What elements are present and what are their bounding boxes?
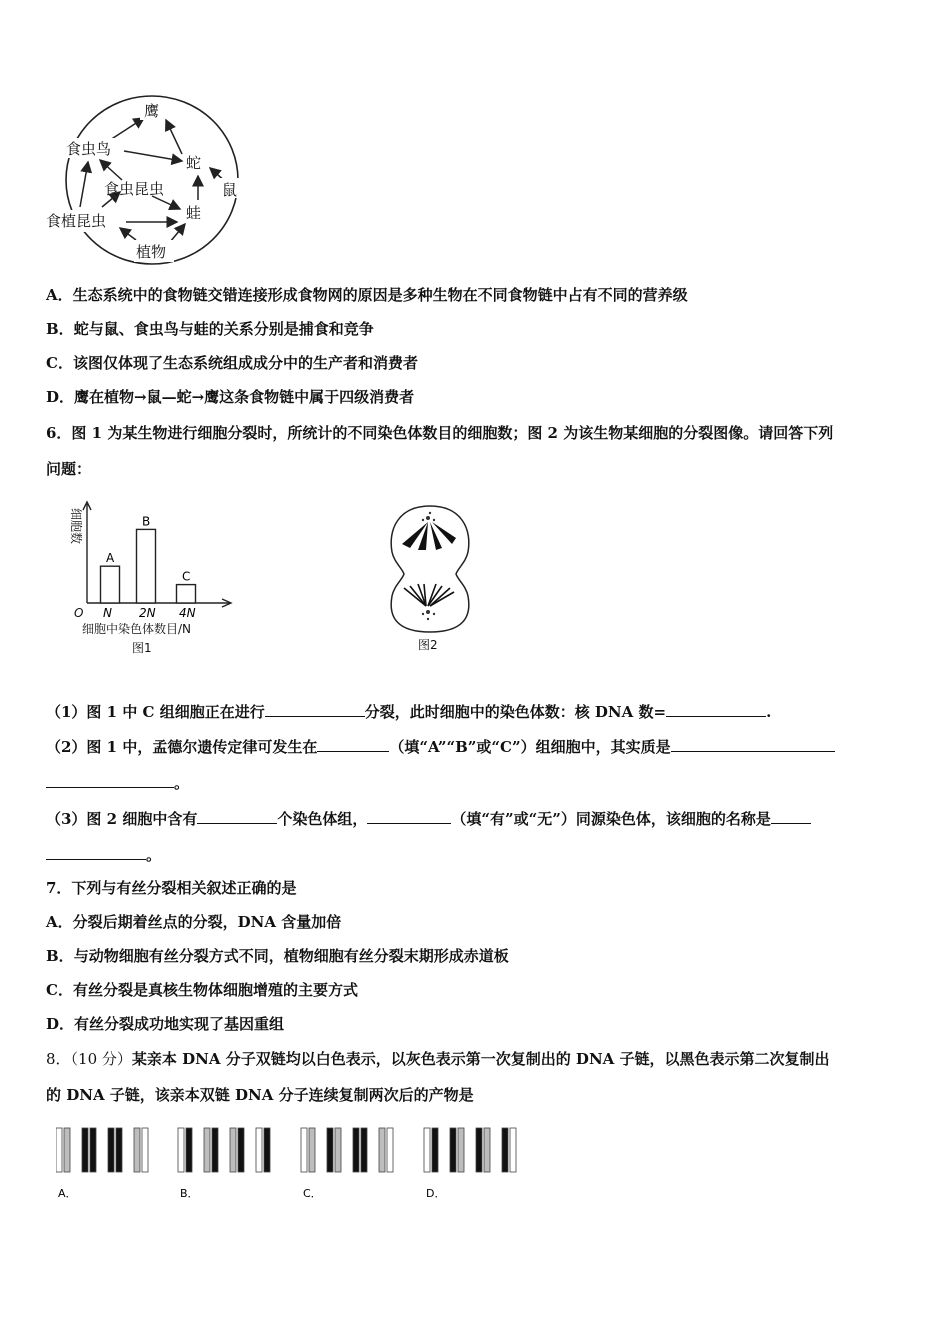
dna-strand: [90, 1128, 96, 1172]
q6-sub3-blank-1[interactable]: [197, 807, 277, 824]
option-text: 有丝分裂成功地实现了基因重组: [74, 1015, 285, 1033]
q8-option-label: A．: [58, 1187, 77, 1200]
q6-sub2-part-a: （2）图 1 中，孟德尔遗传定律可发生在: [46, 738, 318, 756]
node-plant: 植物: [136, 243, 167, 261]
q6-sub2-cont: [46, 771, 189, 794]
fig1-ylabel: 细胞数: [69, 508, 83, 545]
dna-strand: [309, 1128, 315, 1172]
node-frog: 蛙: [186, 204, 202, 222]
dna-strand: [108, 1128, 114, 1172]
x-tick-2N: 2N: [139, 606, 156, 620]
q6-sub2: [46, 735, 835, 758]
q6-sub2-blank-2[interactable]: [671, 735, 835, 752]
q6-sub1-blank-2[interactable]: [666, 700, 766, 717]
q6-sub3-part-d: 。: [146, 846, 162, 864]
option-text: 该图仅体现了生态系统组成成分中的生产者和消费者: [72, 354, 418, 372]
q6-sub3-blank-3-cont[interactable]: [46, 843, 146, 860]
dna-strand: [212, 1128, 218, 1172]
node-herbivorous-insect: 食植昆虫: [46, 212, 107, 230]
q6-sub2-part-b: （填“A”“B”或“C”）组细胞中，其实质是: [389, 738, 671, 756]
q8-option-label: C．: [303, 1187, 322, 1200]
q8-option-d[interactable]: [424, 1128, 516, 1200]
dna-strand: [387, 1128, 393, 1172]
arrow-insectivorous-bird-to-hawk: [110, 118, 144, 140]
arrow-herbivorous-insect-to-insectivorous-bird: [80, 162, 88, 207]
fig2-dividing-cell: [380, 500, 480, 660]
option-letter: B．: [46, 947, 74, 965]
q7-stem: 7．下列与有丝分裂相关叙述正确的是: [46, 879, 297, 897]
arrow-snake-to-hawk: [166, 120, 182, 154]
lower-spindle-pole: [422, 610, 435, 620]
q6-sub2-blank-2-cont[interactable]: [46, 771, 174, 788]
dna-strand: [335, 1128, 341, 1172]
dna-strand: [458, 1128, 464, 1172]
food-web-diagram: [40, 92, 250, 272]
x-tick-N: N: [103, 606, 112, 620]
q6-sub1-blank-1[interactable]: [265, 700, 365, 717]
q6-sub3-part-c: （填“有”或“无”）同源染色体，该细胞的名称是: [451, 810, 771, 828]
dna-strand: [484, 1128, 490, 1172]
arrow-plant-to-herbivorous-insect: [120, 228, 136, 240]
node-insectivorous-bird: 食虫鸟: [66, 140, 112, 158]
q6-sub3-part-a: （3）图 2 细胞中含有: [46, 810, 198, 828]
q8-dna-options: [56, 1122, 536, 1206]
q5-option-c[interactable]: [46, 352, 418, 374]
q8-stem-line2: 的 DNA 子链，该亲本双链 DNA 分子连续复制两次后的产物是: [46, 1086, 474, 1104]
dna-strand: [178, 1128, 184, 1172]
fig2-caption: 图2: [418, 638, 438, 652]
cell-membrane: [391, 506, 469, 632]
option-text: 生态系统中的食物链交错连接形成食物网的原因是多种生物在不同食物链中占有不同的营养级: [72, 286, 688, 304]
dna-strand: [238, 1128, 244, 1172]
option-text: 鹰在植物→鼠—蛇→鹰这条食物链中属于四级消费者: [74, 388, 415, 406]
fig1-bar-chart: [54, 500, 244, 660]
option-letter: B．: [46, 320, 74, 338]
q6-stem-line2: 问题：: [46, 460, 92, 478]
arrow-insectivorous-insect-to-insectivorous-bird: [100, 160, 122, 180]
node-hawk: 鹰: [144, 102, 160, 120]
fig1-origin: O: [74, 606, 84, 620]
q8-stem-text: 某亲本 DNA 分子双链均以白色表示，以灰色表示第一次复制出的 DNA 子链，以黑色表示第二次复制出: [131, 1050, 830, 1068]
dna-strand: [361, 1128, 367, 1172]
dna-strand: [82, 1128, 88, 1172]
node-snake: 蛇: [186, 154, 202, 172]
dna-strand: [353, 1128, 359, 1172]
q5-option-a[interactable]: [46, 284, 688, 306]
option-text: 蛇与鼠、食虫鸟与蛙的关系分别是捕食和竞争: [73, 320, 374, 338]
bar-A: [101, 566, 120, 603]
q7-option-d[interactable]: [46, 1013, 284, 1035]
q8-option-label: D．: [426, 1187, 446, 1200]
dna-strand: [476, 1128, 482, 1172]
dna-strand: [64, 1128, 70, 1172]
q6-sub2-blank-1[interactable]: [317, 735, 389, 752]
q5-option-b[interactable]: [46, 318, 374, 340]
bar-label-A: A: [106, 551, 115, 566]
q6-sub1: [46, 700, 771, 723]
bar-B: [137, 529, 156, 603]
q6-sub1-part-b: 分裂，此时细胞中的染色体数：核 DNA 数=: [364, 703, 667, 721]
dna-strand: [432, 1128, 438, 1172]
bar-C: [177, 585, 196, 603]
dna-strand: [186, 1128, 192, 1172]
node-insectivorous-insect: 食虫昆虫: [104, 180, 165, 198]
q6-sub3-blank-3[interactable]: [771, 807, 811, 824]
q6-sub3-blank-2[interactable]: [367, 807, 451, 824]
option-text: 分裂后期着丝点的分裂，DNA 含量加倍: [72, 913, 342, 931]
dna-strand: [450, 1128, 456, 1172]
q6-sub2-part-c: 。: [174, 774, 190, 792]
dna-strand: [56, 1128, 62, 1172]
option-text: 有丝分裂是真核生物体细胞增殖的主要方式: [72, 981, 358, 999]
q8-option-label: B．: [180, 1187, 199, 1200]
arrow-plant-to-frog: [170, 224, 185, 242]
q6-sub1-part-a: （1）图 1 中 C 组细胞正在进行: [46, 703, 265, 721]
dna-strand: [379, 1128, 385, 1172]
upper-spindle-pole: [422, 512, 435, 521]
option-letter: C．: [46, 354, 73, 372]
fig1-xlabel: 细胞中染色体数目/N: [82, 622, 192, 636]
dna-strand: [264, 1128, 270, 1172]
dna-strand: [134, 1128, 140, 1172]
q7-option-c[interactable]: [46, 979, 358, 1001]
q6-sub3-cont: [46, 843, 161, 866]
dna-strand: [116, 1128, 122, 1172]
option-letter: C．: [46, 981, 73, 999]
q8-option-a[interactable]: [56, 1128, 148, 1200]
fig1-caption: 图1: [132, 641, 152, 655]
q5-option-d[interactable]: [46, 386, 414, 408]
q6-sub3: [46, 807, 811, 830]
upper-chromosomes: [402, 522, 456, 550]
q6-stem-line1: 6．图 1 为某生物进行细胞分裂时，所统计的不同染色体数目的细胞数；图 2 为该生物某细胞的分裂图像。请回答下列: [46, 424, 834, 442]
q8-option-b[interactable]: [178, 1128, 270, 1200]
q7-option-b[interactable]: [46, 945, 509, 967]
node-mouse: 鼠: [222, 181, 238, 199]
option-text: 与动物细胞有丝分裂方式不同，植物细胞有丝分裂末期形成赤道板: [73, 947, 509, 965]
q6-sub3-part-b: 个染色体组，: [277, 810, 368, 828]
bar-label-B: B: [142, 514, 151, 529]
option-letter: D．: [46, 1015, 75, 1033]
dna-strand: [301, 1128, 307, 1172]
option-letter: A．: [46, 286, 73, 304]
dna-strand: [327, 1128, 333, 1172]
dna-strand: [204, 1128, 210, 1172]
q6-sub1-part-c: .: [766, 703, 772, 721]
dna-strand: [230, 1128, 236, 1172]
arrow-insectivorous-bird-to-snake: [124, 151, 182, 161]
dna-strand: [502, 1128, 508, 1172]
dna-strand: [510, 1128, 516, 1172]
dna-strand: [424, 1128, 430, 1172]
dna-strand: [256, 1128, 262, 1172]
x-tick-4N: 4N: [179, 606, 196, 620]
option-letter: A．: [46, 913, 73, 931]
q8-number: 8．: [46, 1050, 71, 1068]
q7-option-a[interactable]: [46, 911, 341, 933]
bar-label-C: C: [182, 569, 191, 584]
dna-strand: [142, 1128, 148, 1172]
q8-stem-line1: [46, 1048, 830, 1070]
q8-option-c[interactable]: [301, 1128, 393, 1200]
option-letter: D．: [46, 388, 75, 406]
q8-score: （10 分）: [70, 1050, 132, 1068]
lower-chromosomes: [404, 584, 454, 606]
